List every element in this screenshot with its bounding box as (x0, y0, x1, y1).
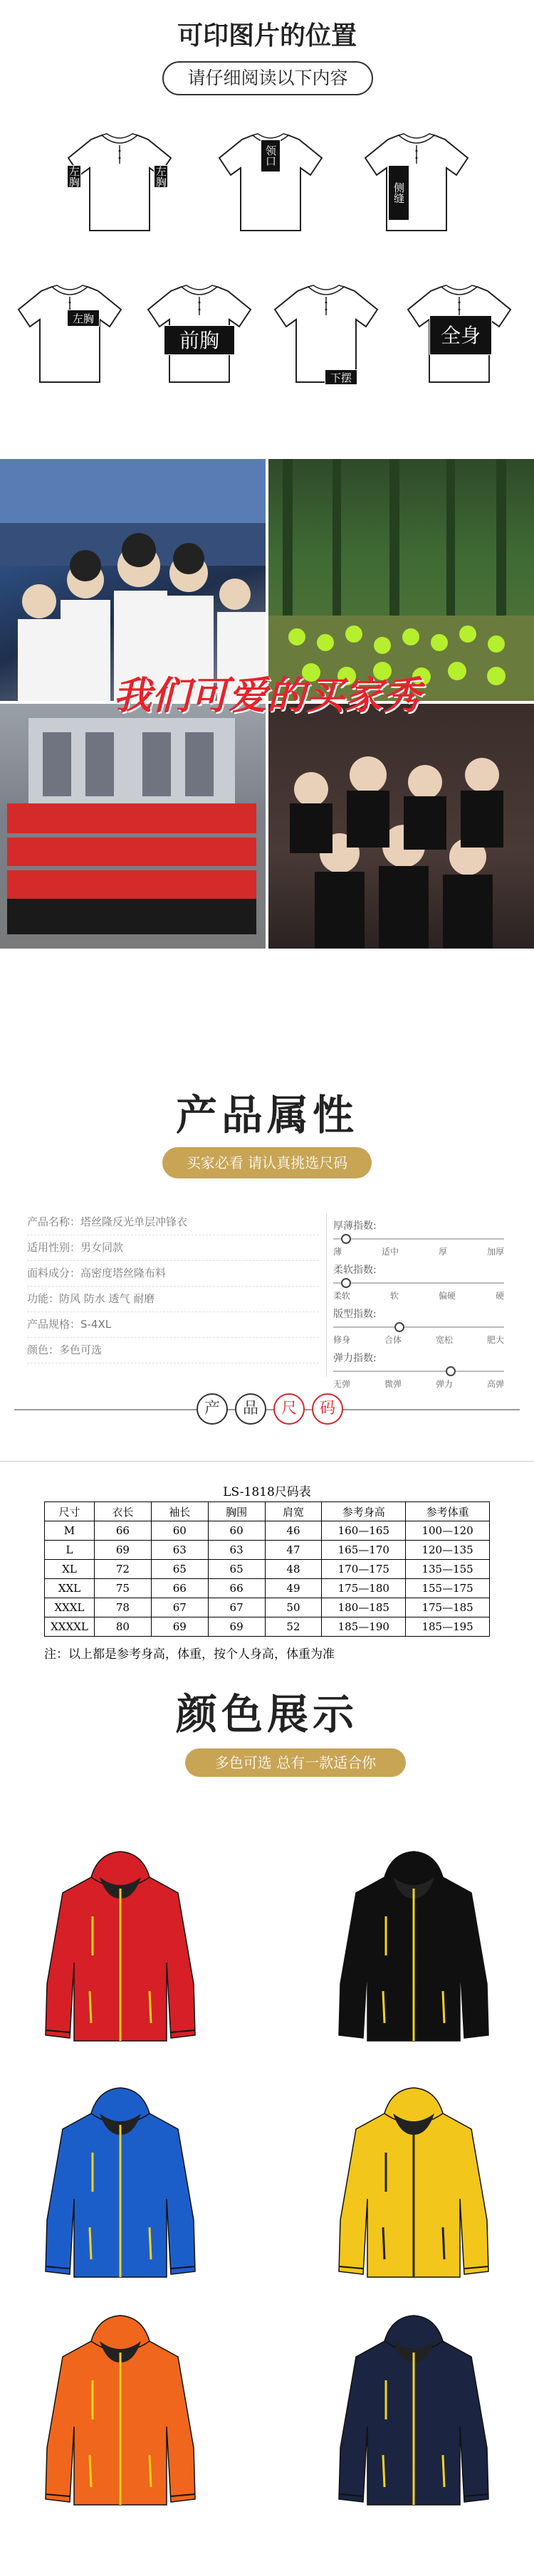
buyer-show-caption: 我们可爱的买家秀 (113, 672, 421, 718)
size-table-cell: 60 (208, 1521, 265, 1541)
photo-stadium-fans (0, 459, 266, 701)
jacket-blue (41, 2085, 199, 2286)
size-table-cell: 170—175 (322, 1560, 406, 1579)
shirt-diagram (402, 281, 516, 388)
slider-label: 微弹 (384, 1379, 402, 1389)
slider-label: 柔软 (333, 1291, 351, 1301)
slider-knob (341, 1278, 351, 1288)
index-slider (333, 1365, 504, 1389)
photo-forest-group (268, 459, 534, 701)
slider-label: 无弹 (333, 1379, 351, 1389)
slider-label: 修身 (333, 1335, 351, 1345)
size-table-cell: 50 (265, 1598, 322, 1617)
colors-notice: 多色可选 总有一款适合你 (185, 1748, 406, 1777)
slider-track (333, 1371, 504, 1372)
size-table-cell: 78 (94, 1598, 151, 1617)
index-name: 版型指数: (333, 1309, 377, 1320)
shirt-diagram (214, 130, 328, 236)
index-name: 柔软指数: (333, 1265, 377, 1276)
size-table-cell: 63 (151, 1541, 208, 1560)
size-table-cell: 65 (208, 1560, 265, 1579)
size-table-cell: 120—135 (406, 1541, 490, 1560)
attribute-row: 功能：防风 防水 透气 耐磨 (27, 1291, 319, 1312)
jacket-navy (335, 2313, 493, 2513)
shirt-diagram (142, 281, 256, 388)
photo-red-team (0, 704, 266, 949)
attributes-title: 产品属性 (175, 1091, 358, 1139)
size-table-cell: 135—155 (406, 1560, 490, 1579)
size-chart-rule (0, 1461, 534, 1462)
attribute-row: 颜色：多色可选 (27, 1342, 319, 1363)
size-table-cell: 100—120 (406, 1521, 490, 1541)
table-row (45, 1541, 490, 1560)
table-row (45, 1560, 490, 1579)
slider-labels (333, 1245, 504, 1257)
tag-left-chest: 左胸 (68, 166, 80, 187)
size-chart-title: LS-1818尺码表 (223, 1485, 311, 1499)
circle-char: 码 (312, 1393, 343, 1425)
size-table-cell: 75 (94, 1579, 151, 1598)
circle-char: 尺 (273, 1393, 305, 1425)
slider-track (333, 1282, 504, 1284)
slider-knob (446, 1366, 456, 1376)
size-table-cell: 175—180 (322, 1579, 406, 1598)
size-table-cell: 72 (94, 1560, 151, 1579)
size-table-cell: 69 (94, 1541, 151, 1560)
slider-label: 硬 (495, 1291, 504, 1301)
index-name: 弹力指数: (333, 1353, 377, 1364)
index-slider (333, 1277, 504, 1301)
tag-side-seam: 侧缝 (388, 165, 409, 221)
size-table-cell: 66 (94, 1521, 151, 1541)
slider-labels (333, 1289, 504, 1302)
table-row (45, 1617, 490, 1637)
shirt-diagram (360, 130, 473, 236)
size-table-cell: XL (45, 1560, 95, 1579)
size-table-cell: 69 (151, 1617, 208, 1637)
shirt-diagram (63, 130, 177, 236)
size-table-cell: XXXXL (45, 1617, 95, 1637)
index-name: 厚薄指数: (333, 1220, 377, 1232)
size-table-header: 肩宽 (265, 1502, 322, 1521)
attribute-row: 产品名称：塔丝隆反光单层冲锋衣 (27, 1214, 319, 1235)
table-row (45, 1521, 490, 1541)
size-table-cell: 66 (208, 1579, 265, 1598)
size-table-cell: 180—185 (322, 1598, 406, 1617)
size-table-cell: 46 (265, 1521, 322, 1541)
attribute-row: 面料成分：高密度塔丝隆布料 (27, 1265, 319, 1287)
size-chart-table (44, 1501, 490, 1637)
size-table-header: 尺寸 (45, 1502, 95, 1521)
tag-hem: 下摆 (325, 369, 357, 385)
tag-front-chest: 前胸 (164, 325, 235, 355)
size-table-cell: 63 (208, 1541, 265, 1560)
size-table-cell: XXXL (45, 1598, 95, 1617)
attribute-row: 产品规格：S-4XL (27, 1316, 319, 1338)
index-slider (333, 1232, 504, 1257)
size-table-cell: 185—190 (322, 1617, 406, 1637)
slider-label: 厚 (438, 1247, 447, 1257)
size-table-cell: 155—175 (406, 1579, 490, 1598)
circle-char: 产 (197, 1393, 228, 1425)
shirt-diagram (13, 281, 127, 388)
jacket-red (41, 1849, 199, 2049)
jacket-orange (41, 2313, 199, 2513)
table-row (45, 1598, 490, 1617)
slider-knob (341, 1234, 351, 1244)
size-table-cell: 67 (208, 1598, 265, 1617)
size-table-cell: 47 (265, 1541, 322, 1560)
circle-char: 品 (235, 1393, 266, 1425)
size-table-header-row (45, 1502, 490, 1521)
attribute-row: 适用性别：男女同款 (27, 1240, 319, 1261)
slider-label: 合体 (384, 1335, 402, 1345)
slider-labels (333, 1378, 504, 1390)
size-table-cell: 49 (265, 1579, 322, 1598)
index-slider (333, 1321, 504, 1345)
tag-right-chest: 左胸 (155, 166, 167, 187)
photo-restaurant-group (268, 704, 534, 949)
attributes-notice: 买家必看 请认真挑选尺码 (162, 1147, 372, 1178)
attribute-divider (326, 1213, 327, 1377)
size-table-cell: 48 (265, 1560, 322, 1579)
size-table-header: 参考体重 (406, 1502, 490, 1521)
slider-label: 肥大 (486, 1335, 504, 1345)
slider-labels (333, 1334, 504, 1346)
size-table-cell: 80 (94, 1617, 151, 1637)
size-table-cell: 165—170 (322, 1541, 406, 1560)
page-title: 可印图片的位置 (177, 21, 357, 51)
tag-left-chest-2: 左胸 (67, 310, 100, 327)
slider-label: 弹力 (435, 1379, 453, 1389)
slider-label: 宽松 (435, 1335, 453, 1345)
size-table-cell: 52 (265, 1617, 322, 1637)
size-table-cell: XXL (45, 1579, 95, 1598)
slider-label: 加厚 (486, 1247, 504, 1257)
slider-track (333, 1326, 504, 1328)
circles-rule (14, 1409, 520, 1410)
slider-label: 软 (389, 1291, 399, 1301)
colors-title: 颜色展示 (175, 1690, 358, 1738)
jacket-black (335, 1849, 493, 2049)
slider-label: 适中 (381, 1247, 399, 1257)
size-table-cell: 60 (151, 1521, 208, 1541)
subtitle-pill: 请仔细阅读以下内容 (162, 61, 373, 95)
size-table-cell: 69 (208, 1617, 265, 1637)
slider-knob (394, 1322, 404, 1332)
size-table-header: 参考身高 (322, 1502, 406, 1521)
table-row (45, 1579, 490, 1598)
jacket-yellow (335, 2085, 493, 2286)
size-table-cell: 66 (151, 1579, 208, 1598)
slider-label: 偏硬 (438, 1291, 456, 1301)
slider-track (333, 1238, 504, 1240)
size-table-cell: 65 (151, 1560, 208, 1579)
size-table-cell: 175—185 (406, 1598, 490, 1617)
shirt-diagram (269, 281, 383, 388)
tag-collar: 领口 (261, 139, 281, 172)
size-chart-note: 注：以上都是参考身高，体重，按个人身高，体重为准 (44, 1647, 335, 1662)
size-table-cell: M (45, 1521, 95, 1541)
size-table-header: 胸围 (208, 1502, 265, 1521)
size-table-cell: 160—165 (322, 1521, 406, 1541)
size-table-header: 袖长 (151, 1502, 208, 1521)
buyer-photo-collage (0, 459, 534, 949)
size-table-header: 衣长 (94, 1502, 151, 1521)
size-table-cell: 67 (151, 1598, 208, 1617)
size-table-cell: 185—195 (406, 1617, 490, 1637)
slider-label: 高弹 (486, 1379, 504, 1389)
slider-label: 薄 (333, 1247, 342, 1257)
size-table-cell: L (45, 1541, 95, 1560)
tag-full-body: 全身 (429, 315, 492, 355)
